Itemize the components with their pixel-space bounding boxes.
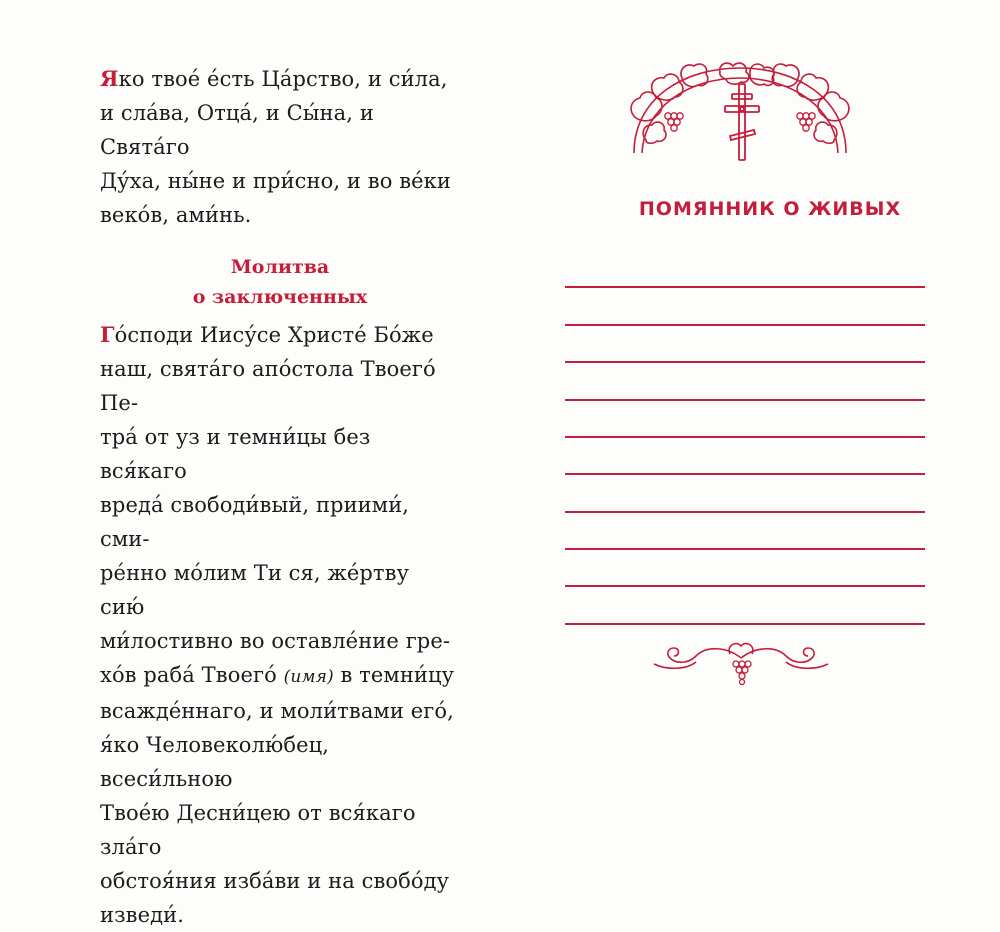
write-in-line <box>565 399 925 401</box>
prayer-paragraph <box>100 318 460 932</box>
text-line: вреда́ свободи́вый, приими́, сми- <box>100 493 410 551</box>
orthodox-cross-icon <box>722 82 762 162</box>
text-line: и сла́ва, Отца́, и Сы́на, и Свята́го <box>100 101 374 159</box>
right-page <box>540 0 1000 732</box>
heading-line: Молитва <box>230 256 330 278</box>
write-in-line <box>565 436 925 438</box>
dropcap: Я <box>100 66 119 91</box>
write-in-line <box>565 585 925 587</box>
text-line: ко твое́ е́сть Ца́рство, и си́ла, <box>118 67 448 91</box>
commemoration-title: ПОМЯННИК О ЖИВЫХ <box>638 198 902 220</box>
write-in-line <box>565 511 925 513</box>
text-fragment: хо́в раба́ Твоего́ <box>100 663 284 687</box>
write-in-line <box>565 473 925 475</box>
text-line: я́ко Человеколю́бец, всеси́льною <box>100 733 330 791</box>
left-page <box>100 62 460 932</box>
text-line: Твое́ю Десни́цею от вся́каго зла́го <box>100 801 416 859</box>
name-placeholder: (имя) <box>283 667 334 687</box>
dropcap: Г <box>100 322 115 347</box>
heading-line: о заключенных <box>192 286 368 308</box>
doxology-paragraph <box>100 62 460 232</box>
text-line: тра́ от уз и темни́цы без вся́каго <box>100 425 371 483</box>
text-line: о́споди Иису́се Христе́ Бо́же <box>114 323 434 347</box>
write-in-line <box>565 324 925 326</box>
text-line: Ду́ха, ны́не и при́сно, и во ве́ки <box>100 169 451 193</box>
text-line: ре́нно мо́лим Ти ся, же́ртву сию́ <box>100 561 410 619</box>
write-in-line <box>565 623 925 625</box>
write-in-line <box>565 548 925 550</box>
text-fragment: в темни́цу <box>333 663 455 687</box>
text-line <box>100 663 454 687</box>
text-line: веко́в, ами́нь. <box>100 203 252 227</box>
prayer-heading <box>100 252 460 312</box>
text-line: ми́лостивно во оставле́ние гре- <box>100 629 451 653</box>
write-in-line <box>565 361 925 363</box>
grape-scroll-icon <box>646 636 836 692</box>
text-line: обстоя́ния изба́ви и на свобо́ду <box>100 869 450 893</box>
write-in-line <box>565 286 925 288</box>
text-line: наш, свята́го апо́стола Твоего́ Пе- <box>100 357 436 415</box>
text-line: изведи́. <box>100 903 185 927</box>
text-line: всажде́ннаго, и моли́твами его́, <box>100 699 454 723</box>
